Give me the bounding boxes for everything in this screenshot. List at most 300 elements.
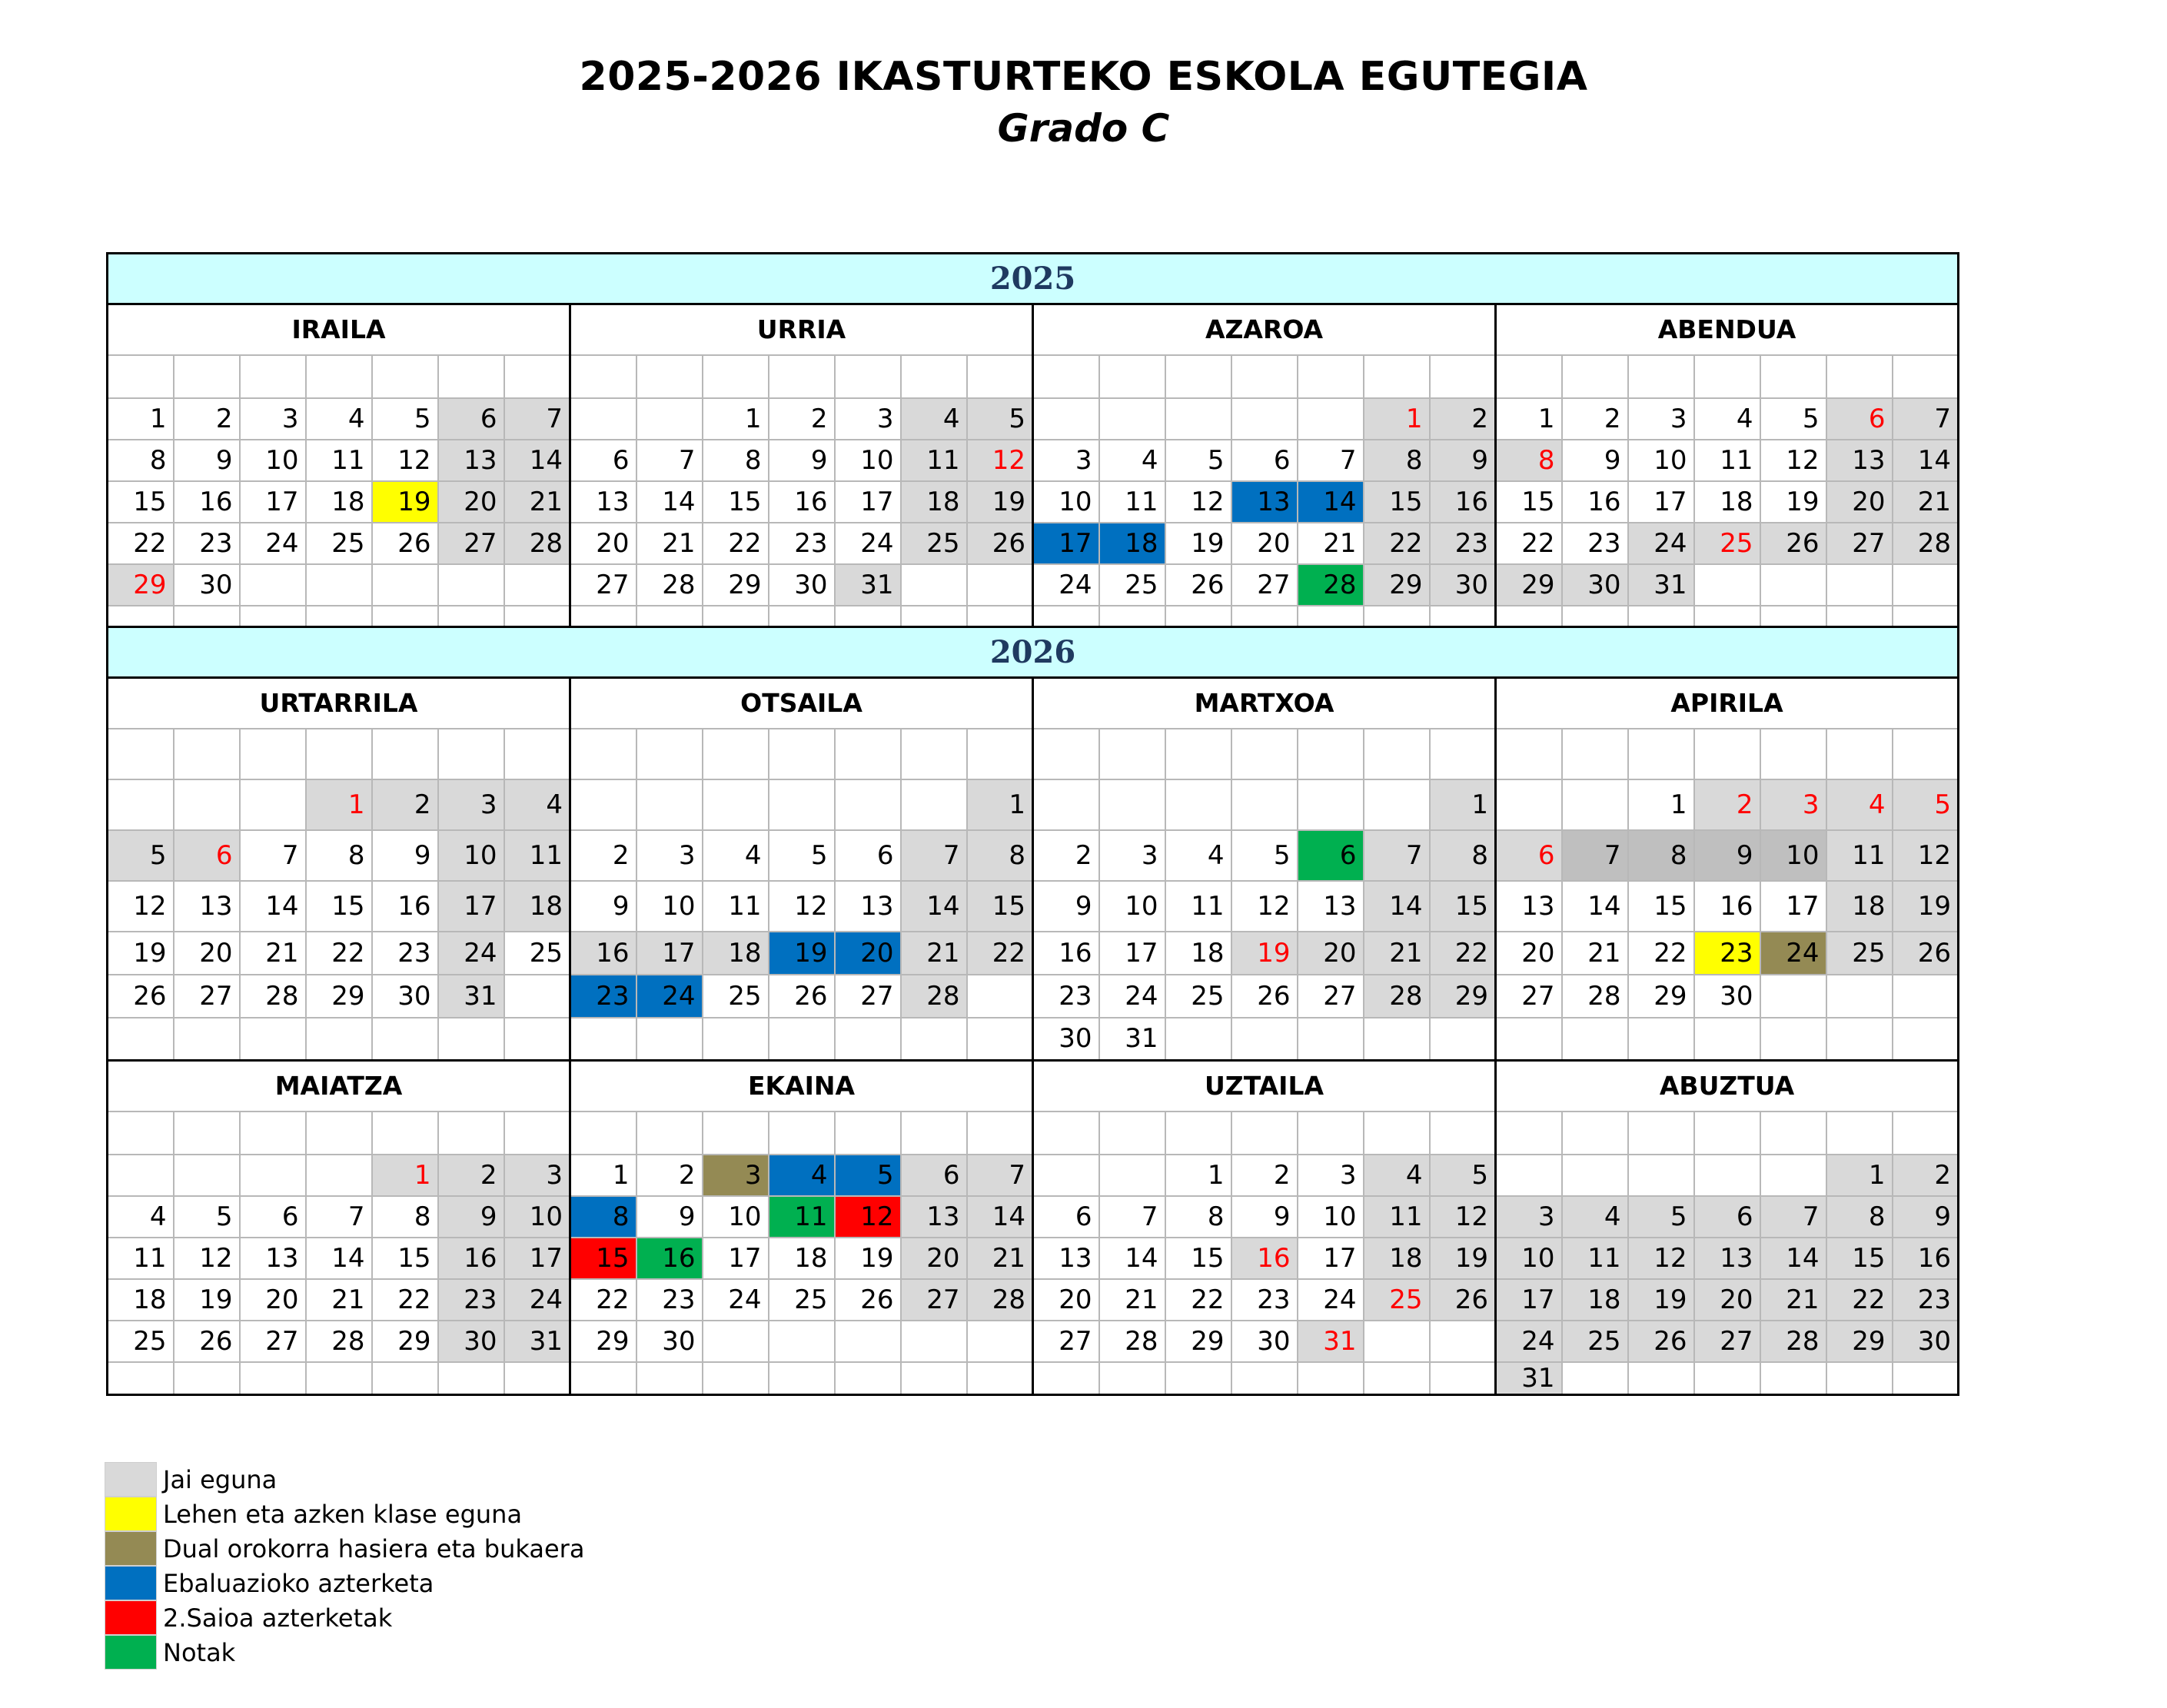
day-cell: 26 <box>835 1279 901 1321</box>
day-cell: 14 <box>1760 1238 1826 1279</box>
day-cell: 10 <box>1760 830 1826 881</box>
day-cell: 3 <box>240 398 306 440</box>
day-cell <box>835 1362 901 1395</box>
day-cell: 21 <box>1099 1279 1165 1321</box>
weekday-cell <box>1893 355 1959 398</box>
day-cell: 29 <box>703 564 769 606</box>
day-cell <box>1298 779 1364 830</box>
weekday-cell <box>1760 729 1826 779</box>
day-cell: 23 <box>1231 1279 1298 1321</box>
day-cell <box>1760 975 1826 1018</box>
day-cell <box>174 1362 240 1395</box>
day-cell <box>901 564 967 606</box>
weekday-cell <box>636 355 703 398</box>
day-cell <box>240 606 306 627</box>
day-cell <box>1033 779 1099 830</box>
weekday-cell <box>504 1112 570 1155</box>
day-cell: 2 <box>372 779 438 830</box>
day-cell: 20 <box>1826 481 1893 523</box>
day-cell: 17 <box>835 481 901 523</box>
day-cell <box>835 1018 901 1061</box>
day-cell: 19 <box>1165 523 1231 564</box>
day-cell <box>1298 1362 1364 1395</box>
day-cell <box>1430 1321 1496 1362</box>
legend-item <box>105 1566 584 1600</box>
day-cell: 24 <box>1760 932 1826 975</box>
day-cell <box>703 1362 769 1395</box>
day-cell: 30 <box>1430 564 1496 606</box>
day-cell: 24 <box>703 1279 769 1321</box>
day-cell: 21 <box>1760 1279 1826 1321</box>
day-cell <box>1430 1018 1496 1061</box>
day-cell: 15 <box>1496 481 1562 523</box>
day-cell: 9 <box>769 440 835 481</box>
day-cell: 27 <box>1496 975 1562 1018</box>
day-cell <box>1562 1362 1628 1395</box>
day-cell: 15 <box>372 1238 438 1279</box>
day-cell: 23 <box>174 523 240 564</box>
day-cell <box>240 779 306 830</box>
day-cell <box>174 1018 240 1061</box>
day-cell: 27 <box>174 975 240 1018</box>
day-cell: 21 <box>1364 932 1430 975</box>
day-cell: 5 <box>174 1196 240 1238</box>
day-cell: 17 <box>1628 481 1694 523</box>
legend-label: Jai eguna <box>163 1464 278 1494</box>
weekday-cell <box>1694 1112 1760 1155</box>
day-cell: 30 <box>1893 1321 1959 1362</box>
day-cell <box>703 606 769 627</box>
day-cell: 13 <box>438 440 504 481</box>
day-cell: 2 <box>769 398 835 440</box>
weekday-cell <box>1099 729 1165 779</box>
day-cell: 20 <box>835 932 901 975</box>
day-cell: 6 <box>1694 1196 1760 1238</box>
day-cell: 25 <box>504 932 570 975</box>
day-cell: 14 <box>1364 881 1430 932</box>
day-cell: 19 <box>1231 932 1298 975</box>
day-cell: 5 <box>769 830 835 881</box>
day-cell: 22 <box>703 523 769 564</box>
day-cell: 18 <box>703 932 769 975</box>
day-cell: 17 <box>1099 932 1165 975</box>
day-cell: 26 <box>372 523 438 564</box>
day-cell: 1 <box>1430 779 1496 830</box>
day-cell: 14 <box>306 1238 372 1279</box>
weekday-cell <box>240 355 306 398</box>
month-header: UZTAILA <box>1033 1061 1496 1112</box>
day-cell: 17 <box>1496 1279 1562 1321</box>
weekday-cell <box>769 1112 835 1155</box>
day-cell <box>1496 1155 1562 1196</box>
weekday-cell <box>636 729 703 779</box>
day-cell: 26 <box>769 975 835 1018</box>
day-cell <box>1033 398 1099 440</box>
page-subtitle: Grado C <box>997 106 1170 151</box>
day-cell <box>703 779 769 830</box>
day-cell: 8 <box>306 830 372 881</box>
weekday-cell <box>1364 729 1430 779</box>
day-cell <box>1099 398 1165 440</box>
day-cell: 26 <box>1893 932 1959 975</box>
day-cell <box>1760 1018 1826 1061</box>
day-cell: 24 <box>835 523 901 564</box>
day-cell: 2 <box>570 830 636 881</box>
weekday-cell <box>901 355 967 398</box>
day-cell: 22 <box>1628 932 1694 975</box>
month-header: URRIA <box>570 304 1033 355</box>
day-cell: 7 <box>1099 1196 1165 1238</box>
day-cell <box>570 1362 636 1395</box>
day-cell: 12 <box>835 1196 901 1238</box>
day-cell: 8 <box>703 440 769 481</box>
day-cell: 3 <box>1099 830 1165 881</box>
day-cell: 31 <box>504 1321 570 1362</box>
day-cell: 18 <box>901 481 967 523</box>
day-cell: 26 <box>1430 1279 1496 1321</box>
weekday-cell <box>1562 729 1628 779</box>
day-cell: 10 <box>835 440 901 481</box>
day-cell: 10 <box>1099 881 1165 932</box>
day-cell <box>174 606 240 627</box>
day-cell: 25 <box>1099 564 1165 606</box>
day-cell: 30 <box>372 975 438 1018</box>
day-cell: 16 <box>372 881 438 932</box>
day-cell: 11 <box>504 830 570 881</box>
day-cell: 23 <box>570 975 636 1018</box>
day-cell: 7 <box>901 830 967 881</box>
day-cell: 22 <box>108 523 174 564</box>
day-cell <box>504 564 570 606</box>
day-cell: 28 <box>636 564 703 606</box>
weekday-cell <box>703 355 769 398</box>
weekday-cell <box>1099 1112 1165 1155</box>
day-cell <box>1562 606 1628 627</box>
day-cell: 26 <box>174 1321 240 1362</box>
day-cell <box>1628 1155 1694 1196</box>
day-cell <box>1364 606 1430 627</box>
day-cell: 17 <box>438 881 504 932</box>
day-cell: 15 <box>306 881 372 932</box>
day-cell: 3 <box>1298 1155 1364 1196</box>
day-cell: 6 <box>1231 440 1298 481</box>
day-cell: 29 <box>1364 564 1430 606</box>
day-cell: 28 <box>306 1321 372 1362</box>
day-cell <box>570 606 636 627</box>
weekday-cell <box>306 729 372 779</box>
legend-swatch <box>105 1531 157 1566</box>
weekday-cell <box>1231 729 1298 779</box>
legend-swatch <box>105 1566 157 1600</box>
day-cell: 12 <box>1430 1196 1496 1238</box>
day-cell: 27 <box>240 1321 306 1362</box>
day-cell: 9 <box>570 881 636 932</box>
day-cell: 22 <box>372 1279 438 1321</box>
day-cell: 8 <box>1496 440 1562 481</box>
weekday-cell <box>174 1112 240 1155</box>
day-cell: 4 <box>1165 830 1231 881</box>
day-cell <box>1826 1362 1893 1395</box>
legend-swatch <box>105 1497 157 1531</box>
day-cell <box>769 779 835 830</box>
day-cell <box>901 779 967 830</box>
weekday-cell <box>570 355 636 398</box>
day-cell <box>1760 1362 1826 1395</box>
day-cell: 23 <box>1033 975 1099 1018</box>
day-cell: 16 <box>636 1238 703 1279</box>
day-cell <box>108 606 174 627</box>
legend-item <box>105 1497 584 1531</box>
day-cell: 13 <box>1694 1238 1760 1279</box>
legend <box>105 1462 584 1670</box>
day-cell: 12 <box>1893 830 1959 881</box>
day-cell <box>1893 1018 1959 1061</box>
day-cell: 14 <box>240 881 306 932</box>
day-cell: 19 <box>967 481 1033 523</box>
day-cell <box>1694 564 1760 606</box>
day-cell <box>1760 606 1826 627</box>
day-cell: 21 <box>636 523 703 564</box>
day-cell: 28 <box>504 523 570 564</box>
weekday-cell <box>1231 1112 1298 1155</box>
day-cell <box>1760 564 1826 606</box>
day-cell <box>1099 1155 1165 1196</box>
weekday-cell <box>108 355 174 398</box>
day-cell <box>240 1362 306 1395</box>
day-cell: 2 <box>1562 398 1628 440</box>
day-cell: 24 <box>240 523 306 564</box>
day-cell <box>306 1362 372 1395</box>
day-cell: 23 <box>1694 932 1760 975</box>
day-cell: 18 <box>1364 1238 1430 1279</box>
day-cell: 12 <box>1760 440 1826 481</box>
day-cell: 2 <box>1694 779 1760 830</box>
day-cell: 1 <box>1165 1155 1231 1196</box>
day-cell: 24 <box>1033 564 1099 606</box>
day-cell: 1 <box>1826 1155 1893 1196</box>
day-cell: 27 <box>1033 1321 1099 1362</box>
legend-label: Dual orokorra hasiera eta bukaera <box>163 1534 585 1563</box>
day-cell: 12 <box>1165 481 1231 523</box>
day-cell: 26 <box>1165 564 1231 606</box>
day-cell: 12 <box>769 881 835 932</box>
day-cell: 16 <box>1694 881 1760 932</box>
day-cell: 24 <box>1496 1321 1562 1362</box>
day-cell <box>1298 1018 1364 1061</box>
day-cell: 30 <box>769 564 835 606</box>
day-cell: 20 <box>240 1279 306 1321</box>
day-cell <box>967 1018 1033 1061</box>
day-cell: 12 <box>967 440 1033 481</box>
day-cell: 11 <box>1364 1196 1430 1238</box>
weekday-cell <box>174 355 240 398</box>
day-cell: 8 <box>1165 1196 1231 1238</box>
legend-swatch <box>105 1635 157 1670</box>
day-cell: 19 <box>769 932 835 975</box>
day-cell: 3 <box>1628 398 1694 440</box>
day-cell: 13 <box>240 1238 306 1279</box>
weekday-cell <box>1430 729 1496 779</box>
day-cell: 28 <box>240 975 306 1018</box>
weekday-cell <box>1298 1112 1364 1155</box>
day-cell <box>901 1321 967 1362</box>
day-cell: 8 <box>1364 440 1430 481</box>
day-cell: 1 <box>703 398 769 440</box>
day-cell: 23 <box>1430 523 1496 564</box>
day-cell: 24 <box>1099 975 1165 1018</box>
day-cell: 21 <box>1893 481 1959 523</box>
day-cell: 9 <box>1430 440 1496 481</box>
day-cell: 11 <box>1099 481 1165 523</box>
day-cell: 6 <box>1033 1196 1099 1238</box>
weekday-cell <box>1496 355 1562 398</box>
day-cell <box>504 975 570 1018</box>
day-cell <box>1165 606 1231 627</box>
day-cell <box>967 1321 1033 1362</box>
day-cell: 15 <box>108 481 174 523</box>
weekday-cell <box>835 355 901 398</box>
day-cell <box>1165 1018 1231 1061</box>
day-cell: 7 <box>1298 440 1364 481</box>
day-cell <box>1033 1362 1099 1395</box>
weekday-cell <box>1364 355 1430 398</box>
weekday-cell <box>1033 729 1099 779</box>
day-cell: 23 <box>769 523 835 564</box>
day-cell <box>1694 1018 1760 1061</box>
day-cell: 6 <box>901 1155 967 1196</box>
weekday-cell <box>1760 355 1826 398</box>
day-cell: 8 <box>1826 1196 1893 1238</box>
day-cell: 30 <box>1231 1321 1298 1362</box>
day-cell: 31 <box>1496 1362 1562 1395</box>
day-cell: 23 <box>372 932 438 975</box>
day-cell: 10 <box>636 881 703 932</box>
day-cell: 29 <box>108 564 174 606</box>
day-cell: 9 <box>1231 1196 1298 1238</box>
day-cell <box>174 1155 240 1196</box>
day-cell: 24 <box>1298 1279 1364 1321</box>
day-cell: 4 <box>769 1155 835 1196</box>
day-cell: 30 <box>174 564 240 606</box>
day-cell: 1 <box>372 1155 438 1196</box>
day-cell <box>108 1155 174 1196</box>
day-cell: 29 <box>1165 1321 1231 1362</box>
weekday-cell <box>1628 729 1694 779</box>
day-cell: 16 <box>570 932 636 975</box>
day-cell <box>967 1362 1033 1395</box>
day-cell: 11 <box>306 440 372 481</box>
day-cell <box>1231 1018 1298 1061</box>
day-cell <box>1364 1321 1430 1362</box>
day-cell <box>703 1321 769 1362</box>
day-cell <box>1694 1362 1760 1395</box>
day-cell: 30 <box>636 1321 703 1362</box>
weekday-cell <box>306 355 372 398</box>
day-cell <box>636 606 703 627</box>
weekday-cell <box>703 729 769 779</box>
day-cell: 7 <box>504 398 570 440</box>
day-cell <box>1562 1155 1628 1196</box>
day-cell <box>438 606 504 627</box>
day-cell: 13 <box>1826 440 1893 481</box>
day-cell: 12 <box>1231 881 1298 932</box>
day-cell <box>1893 1362 1959 1395</box>
day-cell: 10 <box>1033 481 1099 523</box>
day-cell: 11 <box>108 1238 174 1279</box>
day-cell <box>372 1362 438 1395</box>
day-cell: 2 <box>636 1155 703 1196</box>
day-cell: 4 <box>703 830 769 881</box>
day-cell: 13 <box>835 881 901 932</box>
day-cell <box>306 564 372 606</box>
weekday-cell <box>1165 355 1231 398</box>
day-cell <box>108 1362 174 1395</box>
day-cell: 9 <box>438 1196 504 1238</box>
day-cell: 30 <box>1033 1018 1099 1061</box>
day-cell: 17 <box>240 481 306 523</box>
weekday-cell <box>240 729 306 779</box>
day-cell: 16 <box>438 1238 504 1279</box>
day-cell: 9 <box>636 1196 703 1238</box>
day-cell: 19 <box>1760 481 1826 523</box>
day-cell: 16 <box>1033 932 1099 975</box>
day-cell: 20 <box>1694 1279 1760 1321</box>
day-cell: 5 <box>1760 398 1826 440</box>
day-cell: 21 <box>1562 932 1628 975</box>
day-cell: 12 <box>1628 1238 1694 1279</box>
weekday-cell <box>174 729 240 779</box>
day-cell: 31 <box>1298 1321 1364 1362</box>
day-cell <box>306 606 372 627</box>
day-cell: 29 <box>1628 975 1694 1018</box>
day-cell: 22 <box>1165 1279 1231 1321</box>
day-cell <box>174 779 240 830</box>
weekday-cell <box>1893 1112 1959 1155</box>
weekday-cell <box>1826 729 1893 779</box>
day-cell: 22 <box>306 932 372 975</box>
day-cell: 30 <box>1562 564 1628 606</box>
day-cell: 15 <box>1628 881 1694 932</box>
day-cell: 8 <box>570 1196 636 1238</box>
day-cell <box>1826 975 1893 1018</box>
day-cell: 13 <box>1231 481 1298 523</box>
day-cell <box>636 779 703 830</box>
legend-label: Notak <box>163 1637 236 1667</box>
day-cell: 4 <box>306 398 372 440</box>
day-cell: 9 <box>1893 1196 1959 1238</box>
day-cell <box>1165 398 1231 440</box>
day-cell: 22 <box>570 1279 636 1321</box>
weekday-cell <box>438 1112 504 1155</box>
weekday-cell <box>1231 355 1298 398</box>
day-cell: 13 <box>1298 881 1364 932</box>
day-cell: 26 <box>967 523 1033 564</box>
day-cell: 2 <box>1033 830 1099 881</box>
day-cell <box>372 564 438 606</box>
weekday-cell <box>636 1112 703 1155</box>
day-cell <box>1893 975 1959 1018</box>
month-header: EKAINA <box>570 1061 1033 1112</box>
day-cell: 7 <box>1364 830 1430 881</box>
day-cell: 11 <box>1165 881 1231 932</box>
month-header: AZAROA <box>1033 304 1496 355</box>
day-cell: 28 <box>967 1279 1033 1321</box>
day-cell <box>1694 606 1760 627</box>
day-cell <box>372 606 438 627</box>
day-cell: 27 <box>1298 975 1364 1018</box>
day-cell <box>835 1321 901 1362</box>
day-cell: 19 <box>1893 881 1959 932</box>
